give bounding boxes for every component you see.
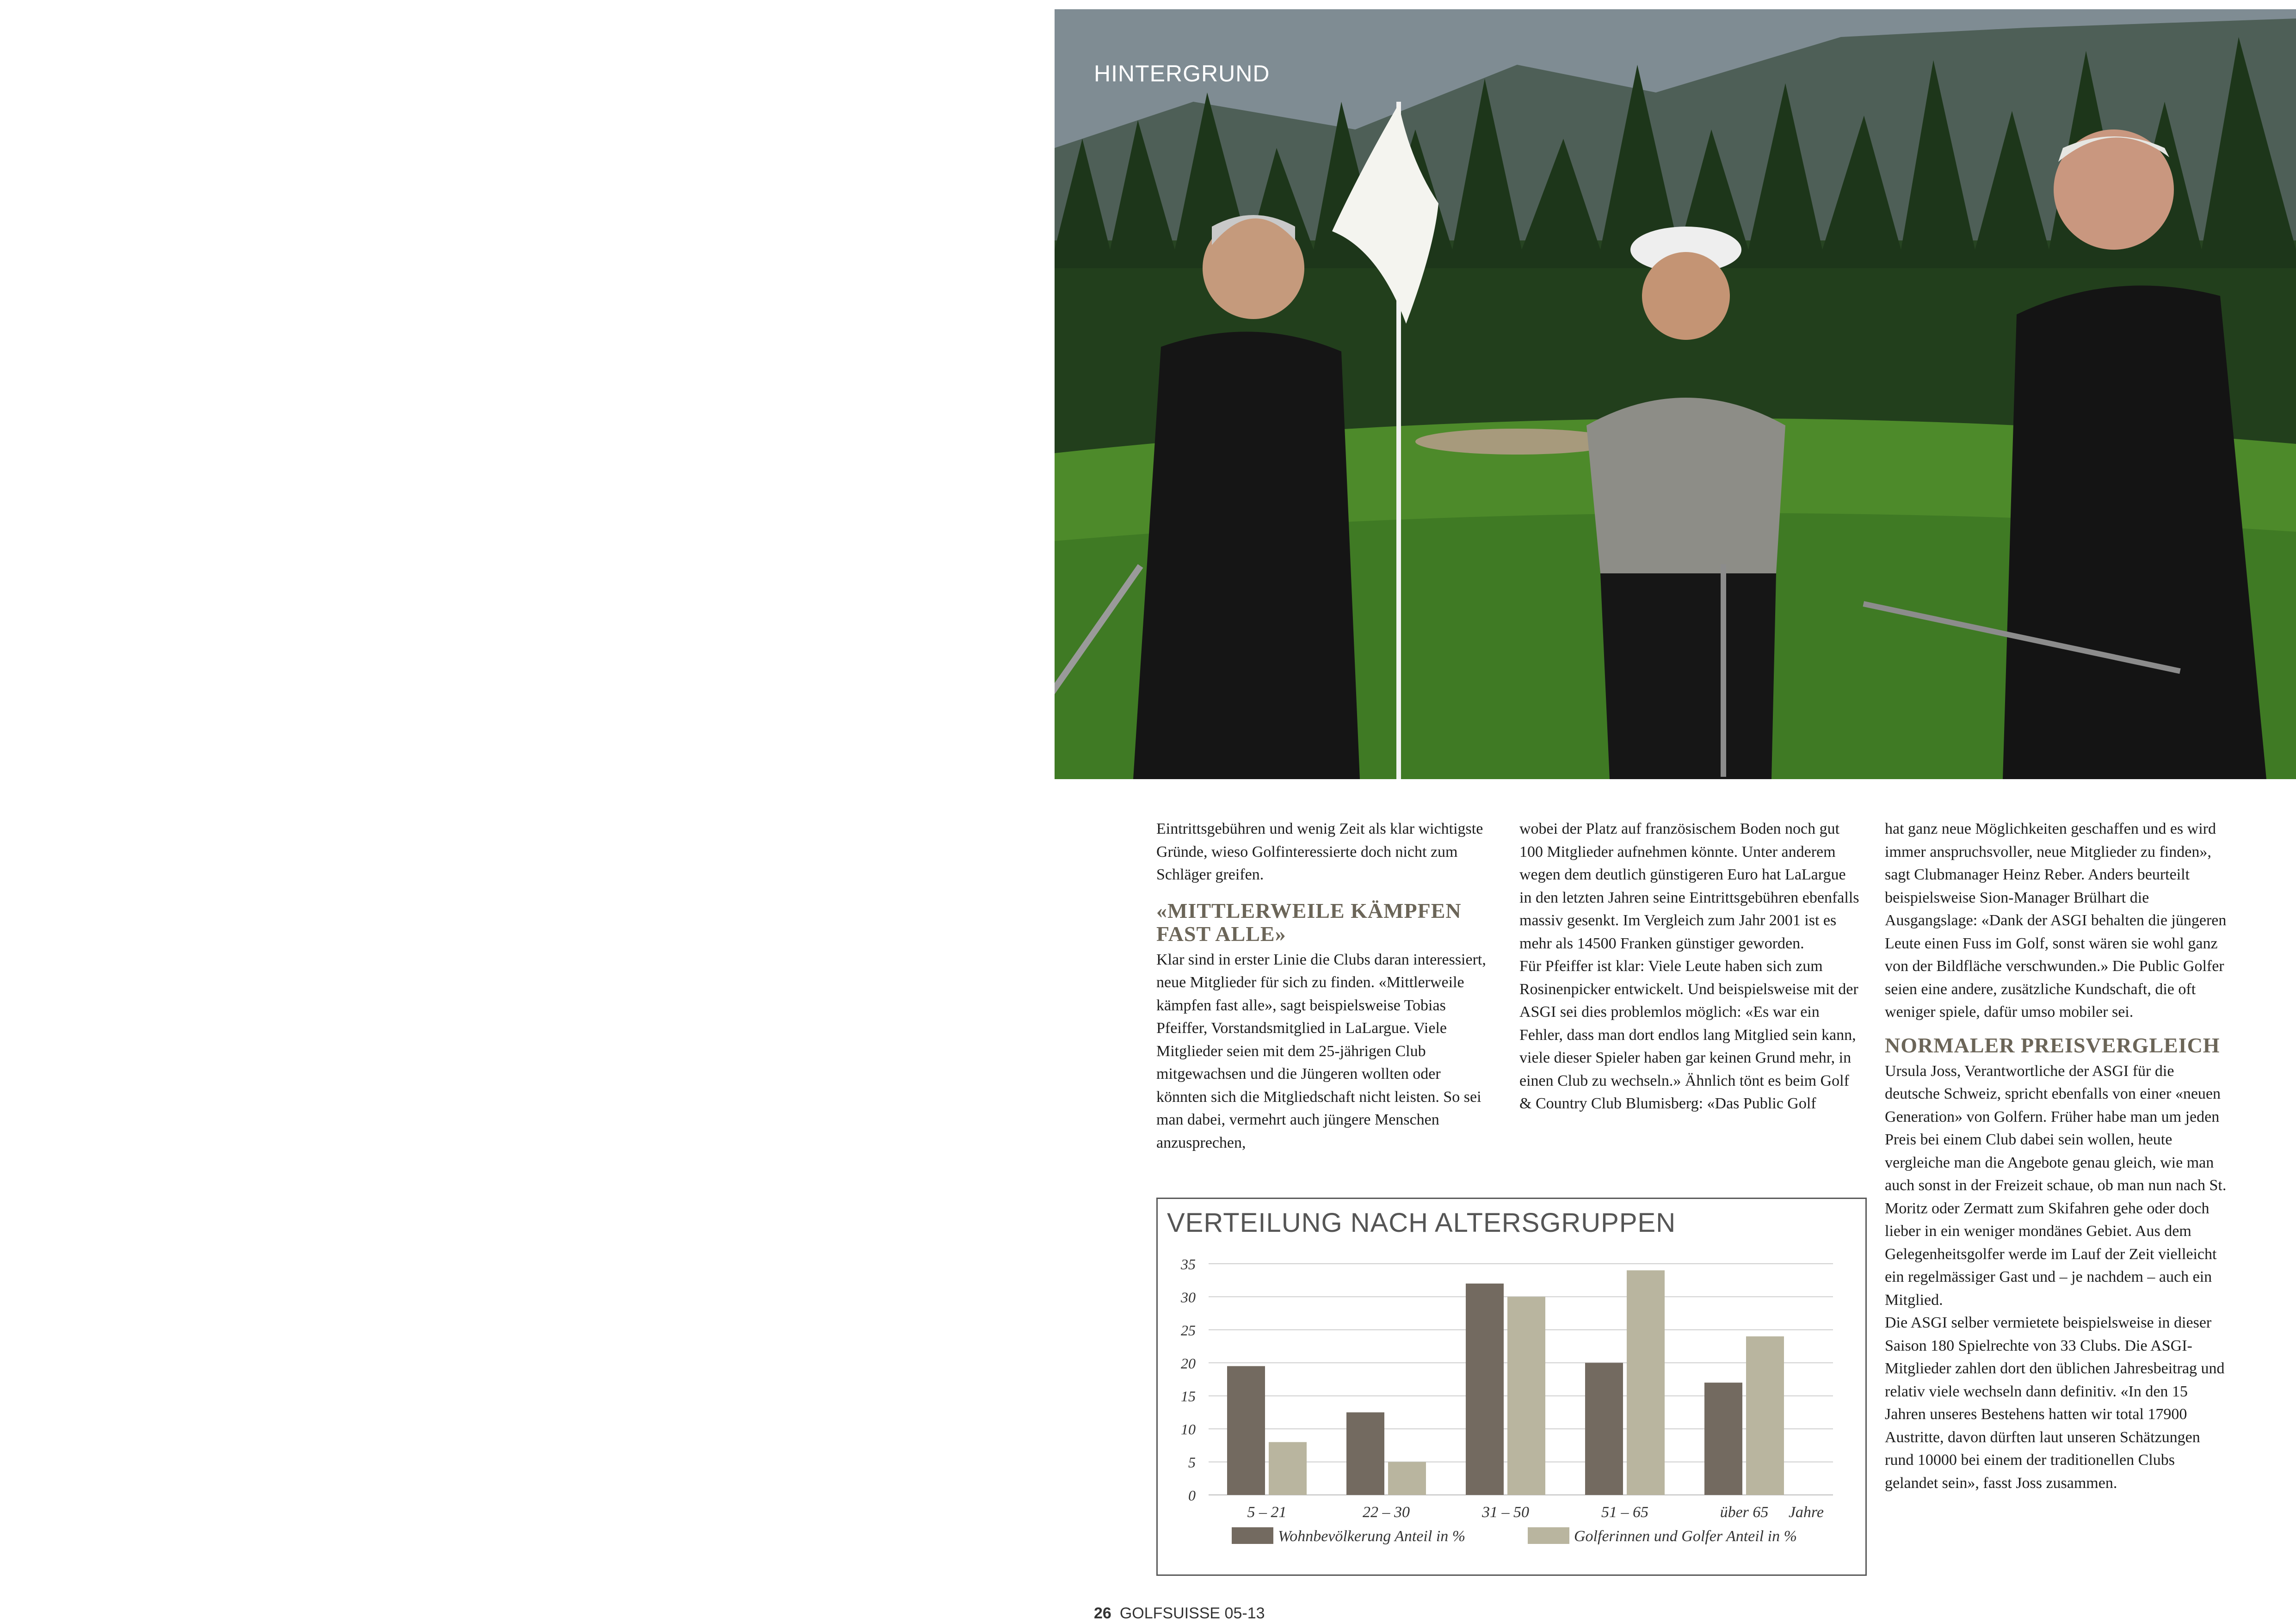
y-tick-label: 0 <box>1188 1487 1196 1504</box>
body-paragraph: Die ASGI selber vermietete beispielsweise in dieser Saison 180 Spielrechte von 33 Clubs. Die ASGI-Mitglieder zahlen dort den üblichen Jahresbeitrag und relativ viele wechseln dann definitiv. «In den 15 Jahren unseres Bestehens hatten wir total 17900 Austritte, davon dürften laut unseren Schätzungen rund 10000 bei einem der traditionellen Clubs gelandet sein», fasst Joss zusammen. <box>1885 1314 2225 1492</box>
legend-label: Wohnbevölkerung Anteil in % <box>1278 1528 1466 1545</box>
bar-1-1 <box>1388 1462 1426 1495</box>
y-tick-label: 35 <box>1181 1256 1196 1273</box>
x-tick-label: 31 – 50 <box>1482 1504 1529 1521</box>
body-paragraph: Klar sind in erster Linie die Clubs daran interessiert, neue Mitglieder für sich zu finden. «Mittlerweile kämpfen fast alle», sagt beispielsweise Tobias Pfeiffer, Vorstandsmitglied in LaLargue. Viele Mitglieder seien mit dem 25-jährigen Club mitgewachsen und die Jüngeren wollten oder könnten sich die Mitgliedschaft nicht leisten. So sei man dabei, vermehrt auch jüngere Menschen anzusprechen, <box>1156 951 1486 1151</box>
bar-0-4 <box>1704 1383 1742 1495</box>
y-tick-label: 15 <box>1181 1388 1196 1405</box>
y-tick-label: 10 <box>1181 1421 1196 1438</box>
legend-label: Golferinnen und Golfer Anteil in % <box>1574 1528 1797 1545</box>
y-tick-label: 25 <box>1181 1322 1196 1339</box>
article-column-2 <box>1519 818 1862 1115</box>
body-paragraph: hat ganz neue Möglichkeiten geschaffen und es wird immer anspruchsvoller, neue Mitglieder zu finden», sagt Clubmanager Heinz Reber. Anders beurteilt beispielsweise Sion-Manager Brülhart die Ausgangslage: «Dank der ASGI behalten die jüngeren Leute einen Fuss im Golf, sonst wären sie wohl ganz von der Bildfläche verschwunden.» Die Public Golfer seien eine andere, zusätzliche Kundschaft, die oft weniger spiele, dafür umso mobiler sei. <box>1885 820 2227 1021</box>
chart-plot <box>1158 1199 1865 1574</box>
x-axis-unit: Jahre <box>1788 1504 1824 1521</box>
publication-name: GOLFSUISSE 05-13 <box>1119 1605 1265 1622</box>
y-tick-label: 20 <box>1181 1355 1196 1372</box>
article-column-3 <box>1885 818 2232 1494</box>
bar-1-2 <box>1507 1297 1545 1495</box>
magazine-page <box>1055 0 2296 1623</box>
body-paragraph: Für Pfeiffer ist klar: Viele Leute haben sich zum Rosinenpicker entwickelt. Und beispielsweise mit der ASGI sei dies problemlos möglich: «Es war ein Fehler, dass man dort endlos lang Mitglied sein kann, viele dieser Spieler haben gar keinen Grund mehr, in einen Club zu wechseln.» Ähnlich tönt es beim Golf & Country Club Blumisberg: «Das Public Golf <box>1519 958 1858 1112</box>
x-tick-label: über 65 <box>1720 1504 1769 1521</box>
bar-1-0 <box>1269 1442 1307 1495</box>
golfers-photo-illustration <box>1055 9 2296 779</box>
page-footer <box>1094 1605 1265 1623</box>
subhead-mittlerweile: «MITTLERWEILE KÄMPFEN FAST ALLE» <box>1156 898 1462 946</box>
section-label: HINTERGRUND <box>1094 61 1270 86</box>
legend-swatch <box>1528 1527 1569 1544</box>
bar-0-3 <box>1585 1363 1623 1495</box>
bar-1-3 <box>1627 1270 1665 1495</box>
article-photo <box>1055 9 2296 779</box>
legend-swatch <box>1232 1527 1273 1544</box>
intro-paragraph: Eintrittsgebühren und wenig Zeit als klar wichtigste Gründe, wieso Golfinteressierte doch nicht zum Schläger greifen. <box>1156 820 1483 883</box>
bar-1-4 <box>1746 1336 1784 1495</box>
x-tick-label: 22 – 30 <box>1363 1504 1410 1521</box>
subhead-preisvergleich: NORMALER PREISVERGLEICH <box>1885 1033 2220 1057</box>
y-tick-label: 30 <box>1181 1289 1196 1306</box>
y-tick-label: 5 <box>1188 1454 1196 1471</box>
body-paragraph: Ursula Joss, Verantwortliche der ASGI für die deutsche Schweiz, spricht ebenfalls von einer «neuen Generation» von Golfern. Früher habe man um jeden Preis bei einem Club dabei sein wollen, heute vergleiche man die Angebote genau gleich, wie man auch sonst in der Freizeit schaue, ob man nun nach St. Moritz oder Zermatt zum Skifahren gehe oder doch lieber in ein weniger mondänes Gebiet. Aus dem Gelegenheitsgolfer werde im Lauf der Zeit vielleicht ein regelmässiger Gast und – je nachdem – auch ein Mitglied. <box>1885 1062 2227 1309</box>
x-tick-label: 5 – 21 <box>1247 1504 1287 1521</box>
x-tick-label: 51 – 65 <box>1601 1504 1648 1521</box>
bar-0-1 <box>1346 1412 1384 1495</box>
bar-0-0 <box>1227 1366 1265 1495</box>
age-distribution-chart <box>1156 1198 1867 1576</box>
chart-title: VERTEILUNG NACH ALTERSGRUPPEN <box>1167 1208 1676 1238</box>
article-column-1 <box>1156 818 1494 1154</box>
body-paragraph: wobei der Platz auf französischem Boden noch gut 100 Mitglieder aufnehmen könnte. Unter anderem wegen dem deutlich günstigeren Euro hat LaLargue in den letzten Jahren seine Eintrittsgebühren ebenfalls massiv gesenkt. Im Vergleich zum Jahr 2001 ist es mehr als 14500 Franken günstiger geworden. <box>1519 820 1859 952</box>
page-number: 26 <box>1094 1605 1111 1622</box>
bar-0-2 <box>1466 1284 1504 1495</box>
